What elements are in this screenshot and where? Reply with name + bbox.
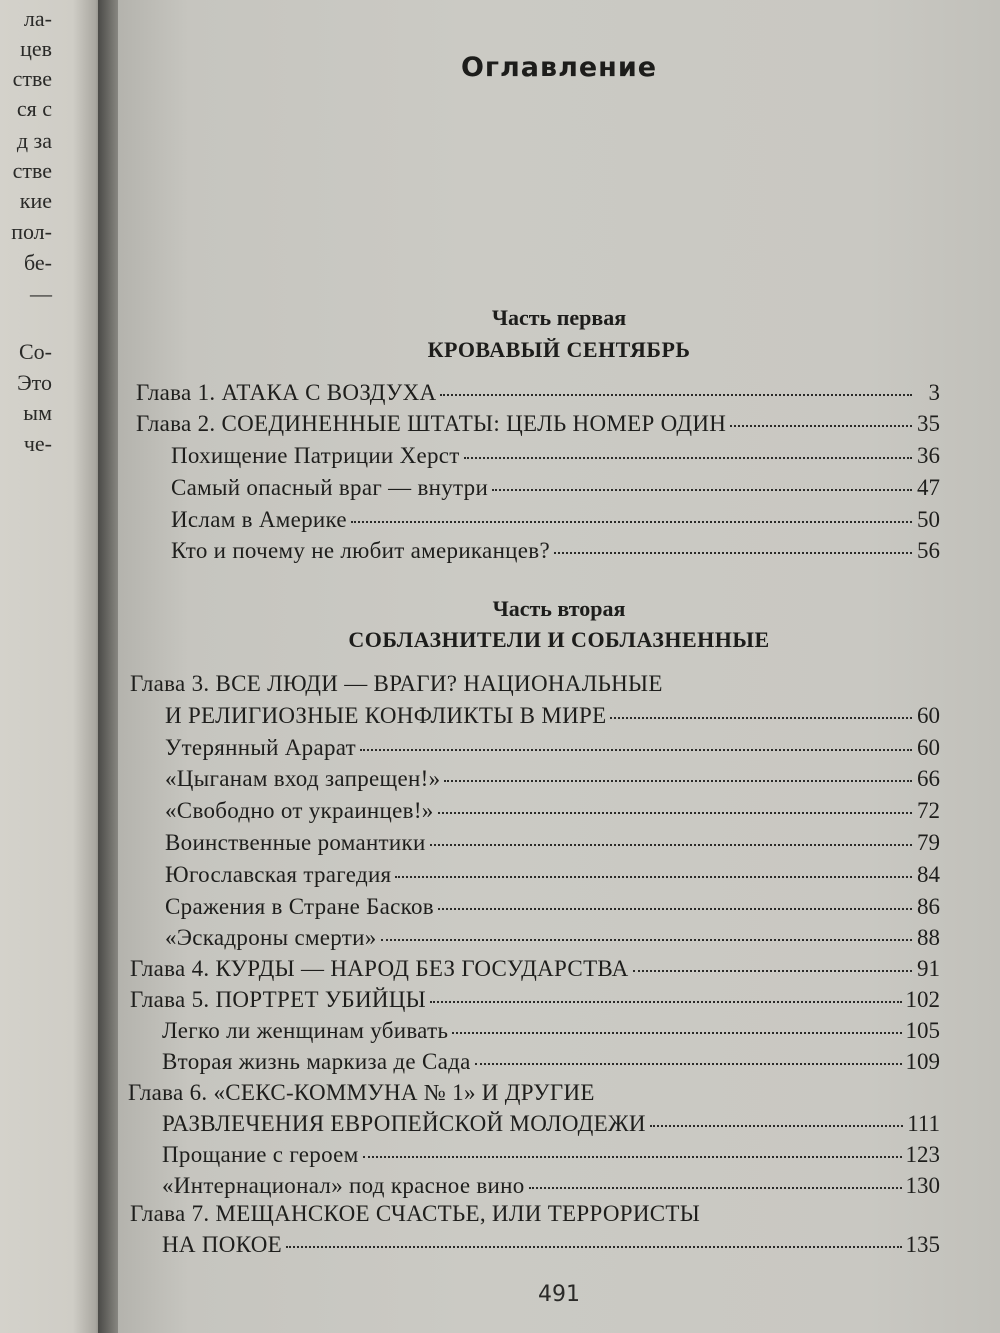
leader-dots	[395, 875, 912, 878]
left-page-line: че-	[23, 431, 52, 456]
toc-entry-chapter-cont[interactable]	[162, 1111, 940, 1141]
toc-entry-text: РАЗВЛЕЧЕНИЯ ЕВРОПЕЙСКОЙ МОЛОДЕЖИ	[162, 1111, 646, 1136]
leader-dots	[286, 1245, 901, 1248]
leader-dots	[464, 456, 912, 459]
toc-entry-text: «Эскадроны смерти»	[165, 925, 377, 950]
left-page-line: пол-	[11, 219, 52, 244]
toc-entry-section[interactable]	[165, 735, 940, 765]
leader-dots	[554, 551, 912, 554]
leader-dots	[444, 779, 912, 782]
part-label: Часть вторая	[492, 596, 626, 621]
toc-entry-text: «Интернационал» под красное вино	[162, 1173, 525, 1198]
toc-entry-section[interactable]	[165, 862, 940, 892]
leader-dots	[381, 938, 912, 941]
toc-entry-page: 79	[917, 830, 940, 855]
toc-entry-page: 36	[917, 443, 940, 468]
toc-entry-text: «Свободно от украинцев!»	[165, 798, 434, 823]
leader-dots	[438, 811, 912, 814]
toc-entry-text: Глава 7. МЕЩАНСКОЕ СЧАСТЬЕ, ИЛИ ТЕРРОРИСТЫ	[130, 1201, 701, 1226]
toc-entry-chapter[interactable]	[130, 956, 940, 986]
toc-entry-page: 105	[905, 1018, 940, 1043]
toc-entry-page: 35	[917, 411, 940, 436]
toc-entry-page: 56	[917, 538, 940, 563]
left-page-line: ла-	[23, 6, 52, 31]
toc-entry-page: 60	[917, 703, 940, 728]
leader-dots	[360, 748, 912, 751]
leader-dots	[363, 1155, 902, 1158]
leader-dots	[440, 393, 912, 396]
toc-entry-text: Кто и почему не любит американцев?	[171, 538, 550, 563]
leader-dots	[492, 488, 912, 491]
toc-entry-chapter[interactable]	[136, 411, 940, 441]
toc-entry-text: Югославская трагедия	[165, 862, 392, 887]
toc-entry-text: И РЕЛИГИОЗНЫЕ КОНФЛИКТЫ В МИРЕ	[165, 703, 607, 728]
toc-entry-page: 111	[907, 1111, 940, 1136]
toc-entry-page: 60	[917, 735, 940, 760]
toc-entry-section[interactable]	[171, 538, 940, 568]
toc-entry-text: «Цыганам вход запрещен!»	[165, 766, 441, 791]
left-page-line: бе-	[24, 250, 52, 275]
leader-dots	[430, 1000, 901, 1003]
toc-entry-section[interactable]	[165, 925, 940, 955]
toc-entry-page: 135	[905, 1232, 940, 1257]
toc-entry-page: 109	[905, 1049, 940, 1074]
left-page-line: Это	[17, 370, 52, 395]
toc-entry-text: Глава 6. «СЕКС-КОММУНА № 1» И ДРУГИЕ	[128, 1080, 595, 1105]
toc-entry-text: Ислам в Америке	[171, 507, 347, 532]
leader-dots	[650, 1124, 903, 1127]
toc-entry-section[interactable]	[162, 1173, 940, 1203]
toc-entry-text: Глава 5. ПОРТРЕТ УБИЙЦЫ	[130, 987, 427, 1012]
toc-entry-section[interactable]	[165, 798, 940, 828]
toc-entry-text: Вторая жизнь маркиза де Сада	[162, 1049, 471, 1074]
toc-entry-chapter[interactable]	[130, 987, 940, 1017]
toc-entry-section[interactable]	[171, 475, 940, 505]
toc-entry-page: 91	[917, 956, 940, 981]
toc-entry-section[interactable]	[162, 1049, 940, 1079]
toc-entry-page: 50	[917, 507, 940, 532]
toc-entry-text: Глава 3. ВСЕ ЛЮДИ — ВРАГИ? НАЦИОНАЛЬНЫЕ	[130, 671, 663, 696]
toc-entry-chapter[interactable]	[128, 1080, 940, 1110]
leader-dots	[351, 520, 912, 523]
leader-dots	[475, 1062, 902, 1065]
left-page-line: ся с	[16, 96, 52, 121]
toc-entry-section[interactable]	[165, 894, 940, 924]
page-number: 491	[538, 1282, 580, 1307]
toc-page	[118, 0, 1000, 1333]
toc-entry-text: Самый опасный враг — внутри	[171, 475, 489, 500]
toc-entry-page: 102	[905, 987, 940, 1012]
toc-entry-text: Глава 1. АТАКА С ВОЗДУХА	[136, 380, 437, 405]
toc-entry-page: 130	[905, 1173, 940, 1198]
left-page-line: кие	[19, 188, 52, 213]
leader-dots	[529, 1186, 902, 1189]
toc-entry-section[interactable]	[171, 443, 940, 473]
left-page-line: —	[30, 281, 52, 306]
toc-entry-text: Сражения в Стране Басков	[165, 894, 434, 919]
toc-entry-chapter-cont[interactable]	[165, 703, 940, 733]
left-page-line: д за	[16, 128, 52, 153]
part-title: СОБЛАЗНИТЕЛИ И СОБЛАЗНЕННЫЕ	[348, 627, 770, 652]
left-page-line: цев	[20, 36, 52, 61]
toc-entry-text: НА ПОКОЕ	[162, 1232, 283, 1257]
toc-entry-chapter[interactable]	[136, 380, 940, 410]
left-page-line: Со-	[19, 339, 52, 364]
leader-dots	[452, 1031, 901, 1034]
toc-entry-page: 66	[917, 766, 940, 791]
leader-dots	[730, 424, 912, 427]
toc-entry-section[interactable]	[165, 766, 940, 796]
toc-entry-chapter-cont[interactable]	[162, 1232, 940, 1262]
toc-entry-text: Глава 2. СОЕДИНЕННЫЕ ШТАТЫ: ЦЕЛЬ НОМЕР ОДИН	[136, 411, 727, 436]
toc-entry-chapter[interactable]	[130, 671, 940, 701]
toc-entry-page: 86	[917, 894, 940, 919]
toc-entry-page: 123	[905, 1142, 940, 1167]
part-title: КРОВАВЫЙ СЕНТЯБРЬ	[427, 337, 691, 362]
leader-dots	[430, 843, 912, 846]
toc-entry-section[interactable]	[162, 1018, 940, 1048]
toc-entry-section[interactable]	[162, 1142, 940, 1172]
left-page-line: ым	[23, 400, 52, 425]
left-page-line: стве	[12, 66, 52, 91]
toc-entry-text: Прощание с героем	[162, 1142, 359, 1167]
toc-entry-page: 72	[917, 798, 940, 823]
toc-entry-text: Утерянный Арарат	[165, 735, 357, 760]
toc-entry-chapter[interactable]	[130, 1201, 940, 1231]
toc-entry-text: Глава 4. КУРДЫ — НАРОД БЕЗ ГОСУДАРСТВА	[130, 956, 629, 981]
toc-entry-page: 84	[917, 862, 940, 887]
part-label: Часть первая	[491, 305, 627, 330]
left-facing-page	[0, 0, 104, 1333]
leader-dots	[610, 716, 912, 719]
toc-entry-page: 88	[917, 925, 940, 950]
toc-entry-section[interactable]	[171, 507, 940, 537]
toc-entry-section[interactable]	[165, 830, 940, 860]
toc-entry-text: Воинственные романтики	[165, 830, 426, 855]
left-page-line: стве	[12, 158, 52, 183]
toc-entry-page: 47	[917, 475, 940, 500]
leader-dots	[633, 969, 912, 972]
toc-entry-page: 3	[928, 380, 940, 405]
toc-entry-text: Легко ли женщинам убивать	[162, 1018, 449, 1043]
page-title: Оглавление	[460, 52, 658, 83]
leader-dots	[438, 907, 912, 910]
toc-entry-text: Похищение Патриции Херст	[171, 443, 460, 468]
